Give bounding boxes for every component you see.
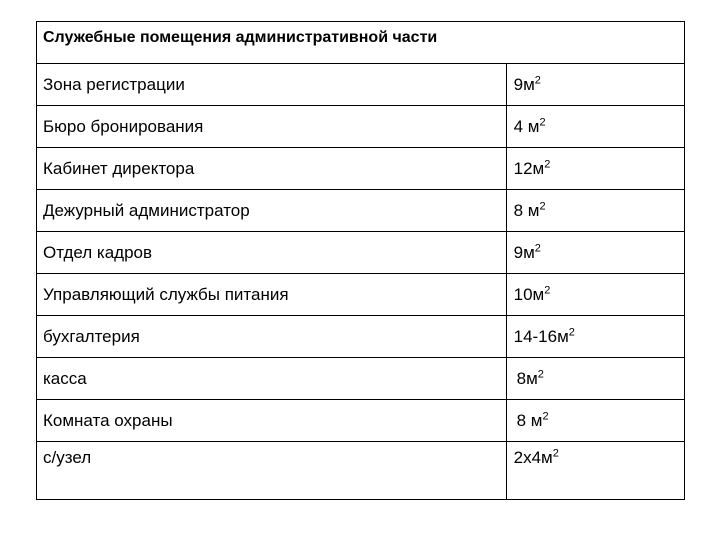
room-area (506, 442, 684, 500)
rooms-table-container (36, 21, 685, 500)
table-row (37, 316, 685, 358)
table-title: Служебные помещения административной части (37, 22, 685, 64)
area-value: 8 м (513, 200, 540, 220)
area-value: 10м (513, 284, 545, 304)
room-name: Отдел кадров (37, 232, 507, 274)
area-value: 8м (516, 368, 538, 388)
room-name: касса (37, 358, 507, 400)
table-header-row (37, 22, 685, 64)
area-exponent: 2 (539, 115, 546, 128)
room-area (506, 148, 684, 190)
table-row (37, 358, 685, 400)
area-exponent: 2 (542, 409, 549, 422)
room-area (506, 190, 684, 232)
table-row (37, 106, 685, 148)
area-exponent: 2 (534, 73, 541, 86)
room-area (506, 232, 684, 274)
room-name: Кабинет директора (37, 148, 507, 190)
area-value: 4 м (513, 116, 540, 136)
room-name: Комната охраны (37, 400, 507, 442)
area-exponent: 2 (568, 325, 575, 338)
room-name: Бюро бронирования (37, 106, 507, 148)
room-area (506, 106, 684, 148)
area-exponent: 2 (539, 199, 546, 212)
room-name: Зона регистрации (37, 64, 507, 106)
area-value: 14-16м (513, 326, 569, 346)
area-value: 8 м (516, 410, 543, 430)
area-value: 9м (513, 242, 535, 262)
area-exponent: 2 (544, 157, 551, 170)
room-area (506, 358, 684, 400)
table-row (37, 148, 685, 190)
room-name: Дежурный администратор (37, 190, 507, 232)
area-exponent: 2 (544, 283, 551, 296)
room-area (506, 64, 684, 106)
table-row (37, 64, 685, 106)
room-name: Управляющий службы питания (37, 274, 507, 316)
rooms-table (36, 21, 685, 500)
area-exponent: 2 (537, 367, 544, 380)
area-exponent: 2 (552, 447, 559, 460)
room-name: с/узел (37, 442, 507, 500)
area-value: 2х4м (513, 448, 553, 467)
area-value: 9м (513, 74, 535, 94)
area-value: 12м (513, 158, 545, 178)
table-row (37, 190, 685, 232)
table-row (37, 232, 685, 274)
table-row (37, 274, 685, 316)
room-area (506, 400, 684, 442)
area-exponent: 2 (534, 241, 541, 254)
room-area (506, 274, 684, 316)
room-name: бухгалтерия (37, 316, 507, 358)
table-row (37, 400, 685, 442)
room-area (506, 316, 684, 358)
table-row (37, 442, 685, 500)
